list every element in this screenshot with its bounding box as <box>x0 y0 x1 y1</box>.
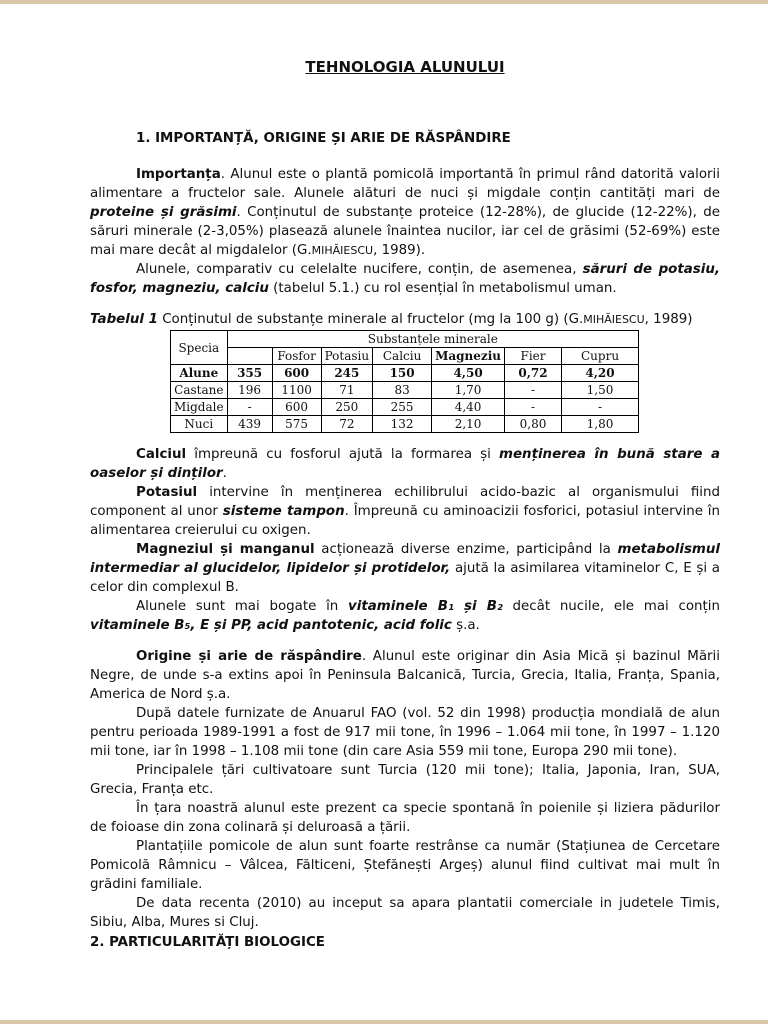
group-header: Substanțele minerale <box>227 331 638 348</box>
minerals-table <box>170 330 639 433</box>
table-row: Nuci 439 575 72 132 2,10 0,80 1,80 <box>171 416 639 433</box>
table-header-row <box>171 331 639 348</box>
paragraph-recent: De data recenta (2010) au inceput sa apara plantatii comerciale in judetele Timis, Sibiu, Alba, Mures si Cluj. <box>90 896 720 930</box>
lead-term: Importanța <box>136 167 221 182</box>
lead-term: Magneziul și manganul <box>136 542 315 557</box>
emphasis: menținerea în bună stare a oaselor și dinților <box>90 447 720 481</box>
emphasis: proteine și grăsimi <box>90 205 237 220</box>
table-subheader-row <box>171 348 639 365</box>
emphasis: sisteme tampon <box>222 504 345 519</box>
top-border <box>0 0 768 4</box>
col-header: Fosfor <box>272 348 321 365</box>
table-row: Migdale - 600 250 255 4,40 - - <box>171 399 639 416</box>
col-header: Fier <box>505 348 562 365</box>
table-label: Tabelul 1 <box>90 312 158 327</box>
paragraph-magnesium: Magneziul și manganul acționează diverse enzime, participând la metabolismul intermediar al glucidelor, lipidelor și protidelor, ajută la asimilarea vitaminelor C, E și a celor din complexul B. <box>90 542 720 595</box>
paragraph-vitamins: Alunele sunt mai bogate în vitaminele B₁ și B₂ decât nucile, ele mai conțin vitaminele B₅, E și PP, acid pantotenic, acid folic ș.a. <box>90 599 720 633</box>
emphasis: vitaminele B₅, E și PP, acid pantotenic, acid folic <box>90 618 452 633</box>
emphasis: săruri de potasiu, fosfor, magneziu, calciu <box>90 262 720 296</box>
col-header: Magneziu <box>432 348 505 365</box>
col-header: Calciu <box>373 348 432 365</box>
col-specia: Specia <box>171 331 228 365</box>
table-row: Alune 355 600 245 150 4,50 0,72 4,20 <box>171 365 639 382</box>
lead-term: Origine și arie de răspândire <box>136 649 362 664</box>
table-caption: Tabelul 1 Conținutul de substanțe minerale al fructelor (mg la 100 g) (G.MIHĂIESCU, 1989) <box>90 312 693 327</box>
paragraph-importance: Importanța. Alunul este o plantă pomicolă importantă în primul rând datorită valorii alimentare a fructelor sale. Alunele alături de nuci și migdale conțin cantități mari de proteine și grăsimi. Conținutul de substanțe proteice (12-28%), de glucide (12-22%), de săruri minerale (2-3,05%) plasează alunele înaintea nucilor, iar cel de grăsimi (52-69%) este mai mare decât al migdalelor (G.MIHĂIESCU, 1989). <box>90 167 720 258</box>
col-header <box>227 348 272 365</box>
paragraph-calcium: Calciul împreună cu fosforul ajută la formarea și menținerea în bună stare a oaselor și dinților. <box>90 447 720 481</box>
paragraph-origin: Origine și arie de răspândire. Alunul este originar din Asia Mică și bazinul Mării Negre, de unde s-a extins apoi în Peninsula Balcanică, Turcia, Grecia, Italia, Franța, Spania, America de Nord ș.a. <box>90 649 720 702</box>
lead-term: Potasiul <box>136 485 198 500</box>
table-row: Castane 196 1100 71 83 1,70 - 1,50 <box>171 382 639 399</box>
bottom-border <box>0 1020 768 1024</box>
col-header: Cupru <box>562 348 639 365</box>
document-page <box>90 58 720 952</box>
emphasis: metabolismul intermediar al glucidelor, lipidelor și protidelor, <box>90 542 720 576</box>
section-2-heading: 2. PARTICULARITĂȚI BIOLOGICE <box>90 935 325 950</box>
paragraph-fao: După datele furnizate de Anuarul FAO (vol. 52 din 1998) producția mondială de alun pentru perioada 1989-1991 a fost de 917 mii tone, în 1996 – 1.064 mii tone, în 1997 – 1.120 mii tone, iar în 1998 – 1.108 mii tone (din care Asia 559 mii tone, Europa 290 mii tone). <box>90 706 720 759</box>
emphasis: vitaminele B₁ și B₂ <box>348 599 503 614</box>
col-header: Potasiu <box>321 348 373 365</box>
section-1-heading: 1. IMPORTANȚĂ, ORIGINE ȘI ARIE DE RĂSPÂNDIRE <box>136 131 511 146</box>
lead-term: Calciul <box>136 447 187 462</box>
paragraph-minerals: Alunele, comparativ cu celelalte nucifere, conțin, de asemenea, săruri de potasiu, fosfor, magneziu, calciu (tabelul 5.1.) cu rol esențial în metabolismul uman. <box>90 262 720 296</box>
paragraph-countries: Principalele țări cultivatoare sunt Turcia (120 mii tone); Italia, Japonia, Iran, SUA, Grecia, Franța etc. <box>90 763 720 797</box>
document-title: TEHNOLOGIA ALUNULUI <box>305 58 505 76</box>
paragraph-plantations: Plantațiile pomicole de alun sunt foarte restrânse ca număr (Stațiunea de Cercetare Pomicolă Râmnicu – Vâlcea, Fălticeni, Ștefănești Argeș) alunul fiind cultivat mai mult în grădini familiale. <box>90 839 720 892</box>
author-name: MIHĂIESCU <box>311 244 374 257</box>
paragraph-romania: În țara noastră alunul este prezent ca specie spontană în poienile și liziera pădurilor de foioase din zona colinară și deluroasă a țării. <box>90 801 720 835</box>
paragraph-potassium: Potasiul intervine în menținerea echilibrului acido-bazic al organismului fiind component al unor sisteme tampon. Împreună cu aminoacizii fosforici, potasiul intervine în alimentarea creierului cu oxigen. <box>90 485 720 538</box>
